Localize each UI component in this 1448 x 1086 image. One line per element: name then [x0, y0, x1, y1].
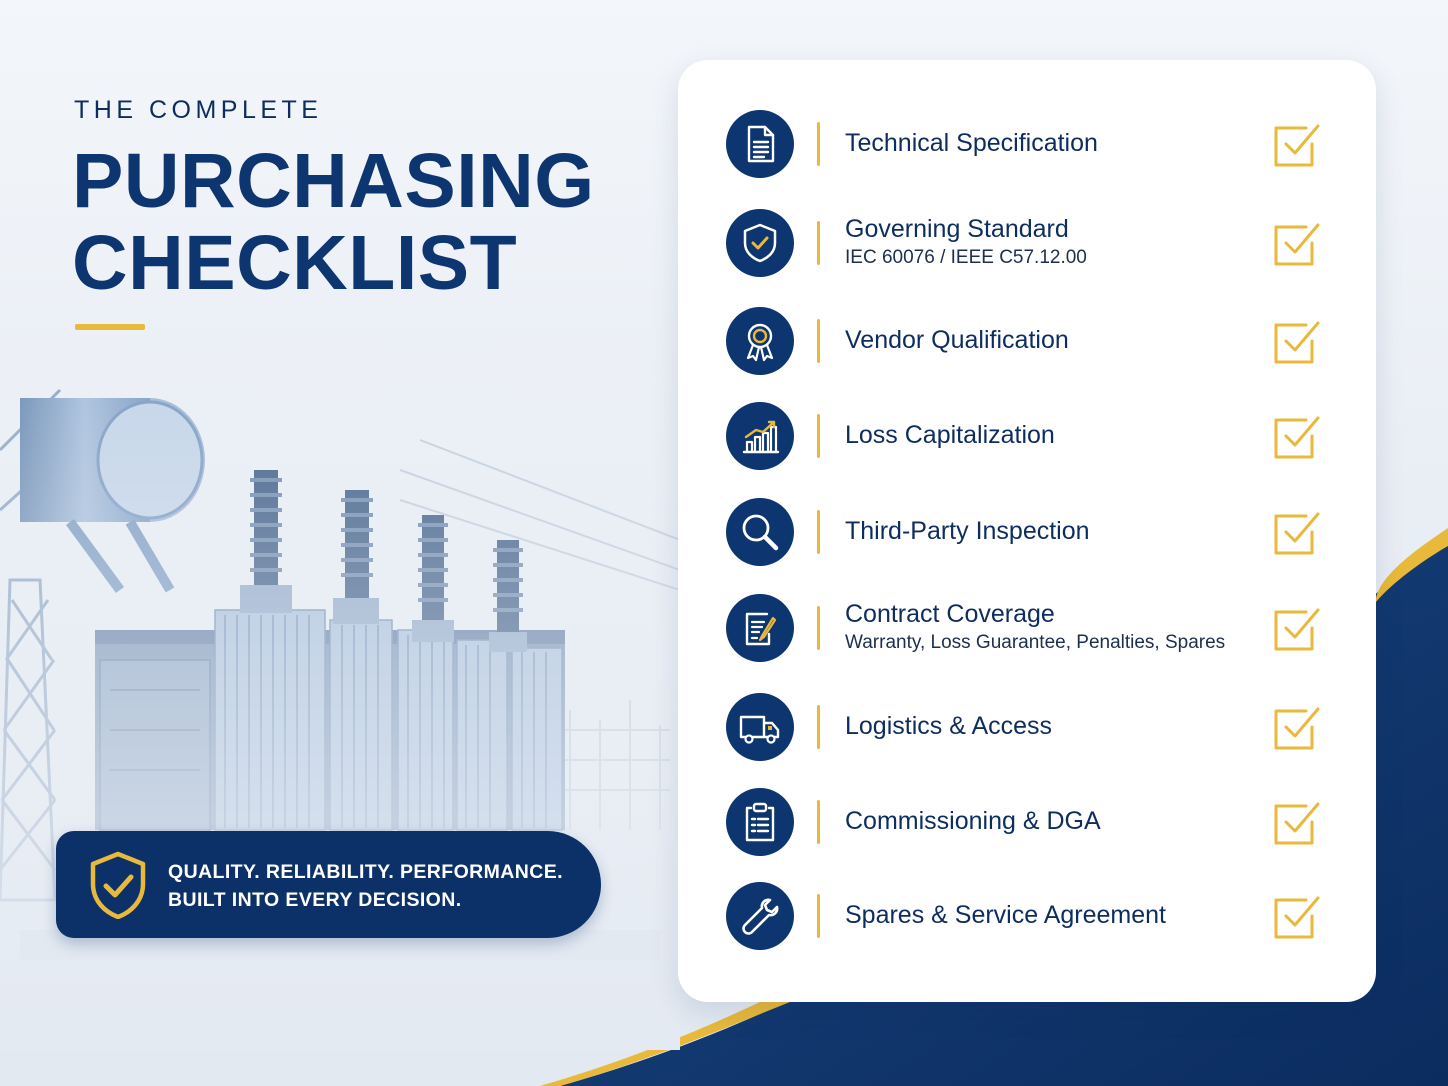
truck-icon [726, 693, 794, 761]
checklist-card [678, 60, 1376, 1002]
checklist-item-contract-coverage[interactable] [678, 588, 1376, 668]
checklist-item-spares-service-agreement[interactable] [678, 876, 1376, 956]
checklist-item-title: Loss Capitalization [845, 421, 1055, 449]
tagline-line-2: BUILT INTO EVERY DECISION. [168, 889, 462, 911]
clipboard-icon [726, 788, 794, 856]
checklist-item-technical-specification[interactable] [678, 104, 1376, 184]
checkbox-checked-icon[interactable] [1272, 219, 1324, 269]
checklist-item-title: Technical Specification [845, 129, 1098, 157]
checklist-item-governing-standard[interactable] [678, 203, 1376, 283]
document-icon [726, 110, 794, 178]
checklist-item-title: Contract Coverage [845, 600, 1055, 628]
checkbox-checked-icon[interactable] [1272, 412, 1324, 462]
row-divider [817, 414, 820, 458]
checklist-item-title: Third-Party Inspection [845, 517, 1090, 545]
tagline-line-1: QUALITY. RELIABILITY. PERFORMANCE. [168, 861, 563, 883]
title-line-2: CHECKLIST [72, 220, 518, 306]
checklist-item-logistics-access[interactable] [678, 687, 1376, 767]
checklist-item-title: Vendor Qualification [845, 326, 1069, 354]
checkbox-checked-icon[interactable] [1272, 120, 1324, 170]
bar-chart-icon [726, 402, 794, 470]
checkbox-checked-icon[interactable] [1272, 508, 1324, 558]
row-divider [817, 122, 820, 166]
row-divider [817, 221, 820, 265]
magnifier-icon [726, 498, 794, 566]
award-ribbon-icon [726, 307, 794, 375]
checkbox-checked-icon[interactable] [1272, 703, 1324, 753]
row-divider [817, 705, 820, 749]
page-title [72, 140, 595, 304]
wrench-icon [726, 882, 794, 950]
checklist-item-title: Spares & Service Agreement [845, 901, 1166, 929]
row-divider [817, 894, 820, 938]
row-divider [817, 319, 820, 363]
checklist-item-loss-capitalization[interactable] [678, 396, 1376, 476]
left-panel [0, 0, 680, 1086]
tagline-banner [56, 831, 601, 938]
row-divider [817, 606, 820, 650]
checklist-item-subtitle: Warranty, Loss Guarantee, Penalties, Spares [845, 632, 1226, 653]
contract-pen-icon [726, 594, 794, 662]
checklist-item-title: Governing Standard [845, 215, 1069, 243]
checkbox-checked-icon[interactable] [1272, 798, 1324, 848]
shield-check-icon [88, 851, 148, 919]
shield-check-icon [726, 209, 794, 277]
checkbox-checked-icon[interactable] [1272, 892, 1324, 942]
checklist-item-title: Commissioning & DGA [845, 807, 1101, 835]
checklist-item-subtitle: IEC 60076 / IEEE C57.12.00 [845, 247, 1087, 268]
checklist-item-title: Logistics & Access [845, 712, 1053, 740]
checkbox-checked-icon[interactable] [1272, 604, 1324, 654]
checklist-item-vendor-qualification[interactable] [678, 301, 1376, 381]
checkbox-checked-icon[interactable] [1272, 317, 1324, 367]
row-divider [817, 510, 820, 554]
checklist-item-commissioning-dga[interactable] [678, 782, 1376, 862]
transformer-illustration [0, 330, 680, 1050]
eyebrow-text: THE COMPLETE [74, 96, 323, 124]
title-line-1: PURCHASING [72, 138, 595, 224]
row-divider [817, 800, 820, 844]
checklist-item-third-party-inspection[interactable] [678, 492, 1376, 572]
